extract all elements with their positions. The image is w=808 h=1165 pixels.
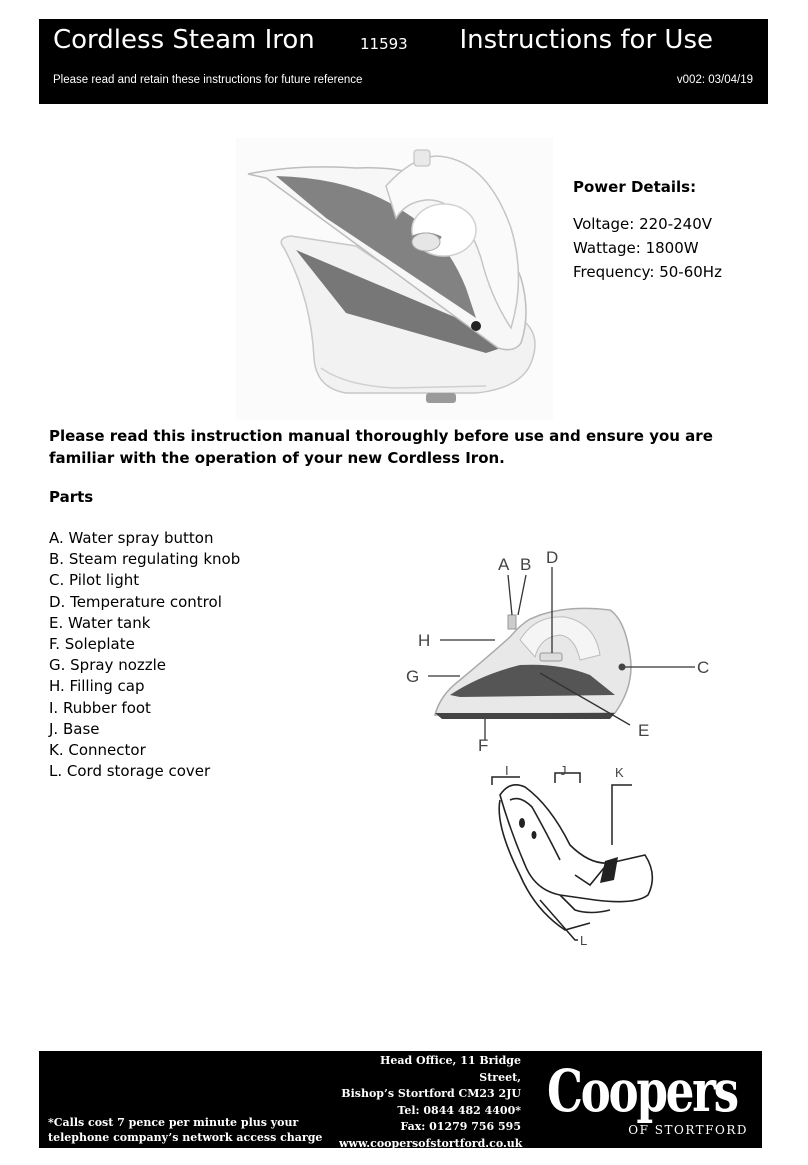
power-frequency: Frequency: 50-60Hz [573, 263, 722, 281]
product-photo [236, 138, 553, 420]
list-item: A. Water spray button [49, 529, 214, 547]
note-line: *Calls cost 7 pence per minute plus your [48, 1116, 299, 1129]
note-line: telephone company’s network access charge [48, 1131, 323, 1144]
label-a: A [498, 555, 510, 574]
list-item: H. Filling cap [49, 677, 145, 696]
label-b: B [520, 555, 532, 574]
label-c: C [697, 658, 710, 677]
label-d: D [546, 548, 559, 567]
footer-address [339, 1053, 521, 1152]
parts-heading: Parts [49, 488, 94, 506]
address-line: Head Office, 11 Bridge Street, [380, 1054, 521, 1084]
power-heading: Power Details: [573, 178, 697, 196]
brand-subtitle: OF STORTFORD [628, 1123, 748, 1137]
list-item: G. Spray nozzle [49, 656, 167, 675]
label-f: F [478, 736, 489, 755]
list-item: L. Cord storage cover [49, 762, 211, 781]
header-subtitle: Please read and retain these instructions for future reference [53, 74, 363, 86]
list-item: D. Temperature control [49, 592, 222, 611]
product-title: Cordless Steam Iron [53, 25, 315, 55]
intro-paragraph: Please read this instruction manual thoroughly before use and ensure you are familiar with the operation of your new Cordless Iron. [49, 427, 713, 467]
power-details [573, 178, 722, 284]
version-label: v002: 03/04/19 [676, 74, 753, 86]
list-item: C. Pilot light [49, 571, 140, 590]
brand-name: Coopers [547, 1057, 737, 1125]
product-code: 11593 [360, 35, 408, 53]
list-item: K. Connector [49, 740, 146, 759]
document-type: Instructions for Use [459, 25, 713, 55]
address-line: Bishop’s Stortford CM23 2JU [341, 1087, 521, 1100]
list-item: J. Base [49, 719, 100, 738]
brand-logo [547, 1057, 752, 1141]
list-item: B. Steam regulating knob [49, 550, 241, 569]
label-j: J [560, 763, 567, 778]
list-item: I. Rubber foot [49, 698, 151, 717]
list-item: E. Water tank [49, 613, 151, 632]
label-k: K [615, 765, 624, 780]
footer-banner [39, 1051, 762, 1148]
fax-number: Fax: 01279 756 595 [400, 1120, 521, 1133]
power-voltage: Voltage: 220-240V [573, 215, 713, 233]
parts-diagram [400, 545, 730, 955]
label-i: I [505, 763, 509, 778]
label-l: L [580, 933, 588, 948]
header-banner [39, 19, 768, 104]
label-h: H [418, 631, 431, 650]
call-charge-note [48, 1115, 322, 1145]
power-wattage: Wattage: 1800W [573, 239, 699, 257]
label-e: E [638, 721, 650, 740]
label-g: G [406, 667, 420, 686]
phone-number: Tel: 0844 482 4400* [397, 1103, 521, 1117]
website: www.coopersofstortford.co.uk [339, 1136, 523, 1150]
parts-list [49, 528, 240, 782]
list-item: F. Soleplate [49, 634, 135, 653]
